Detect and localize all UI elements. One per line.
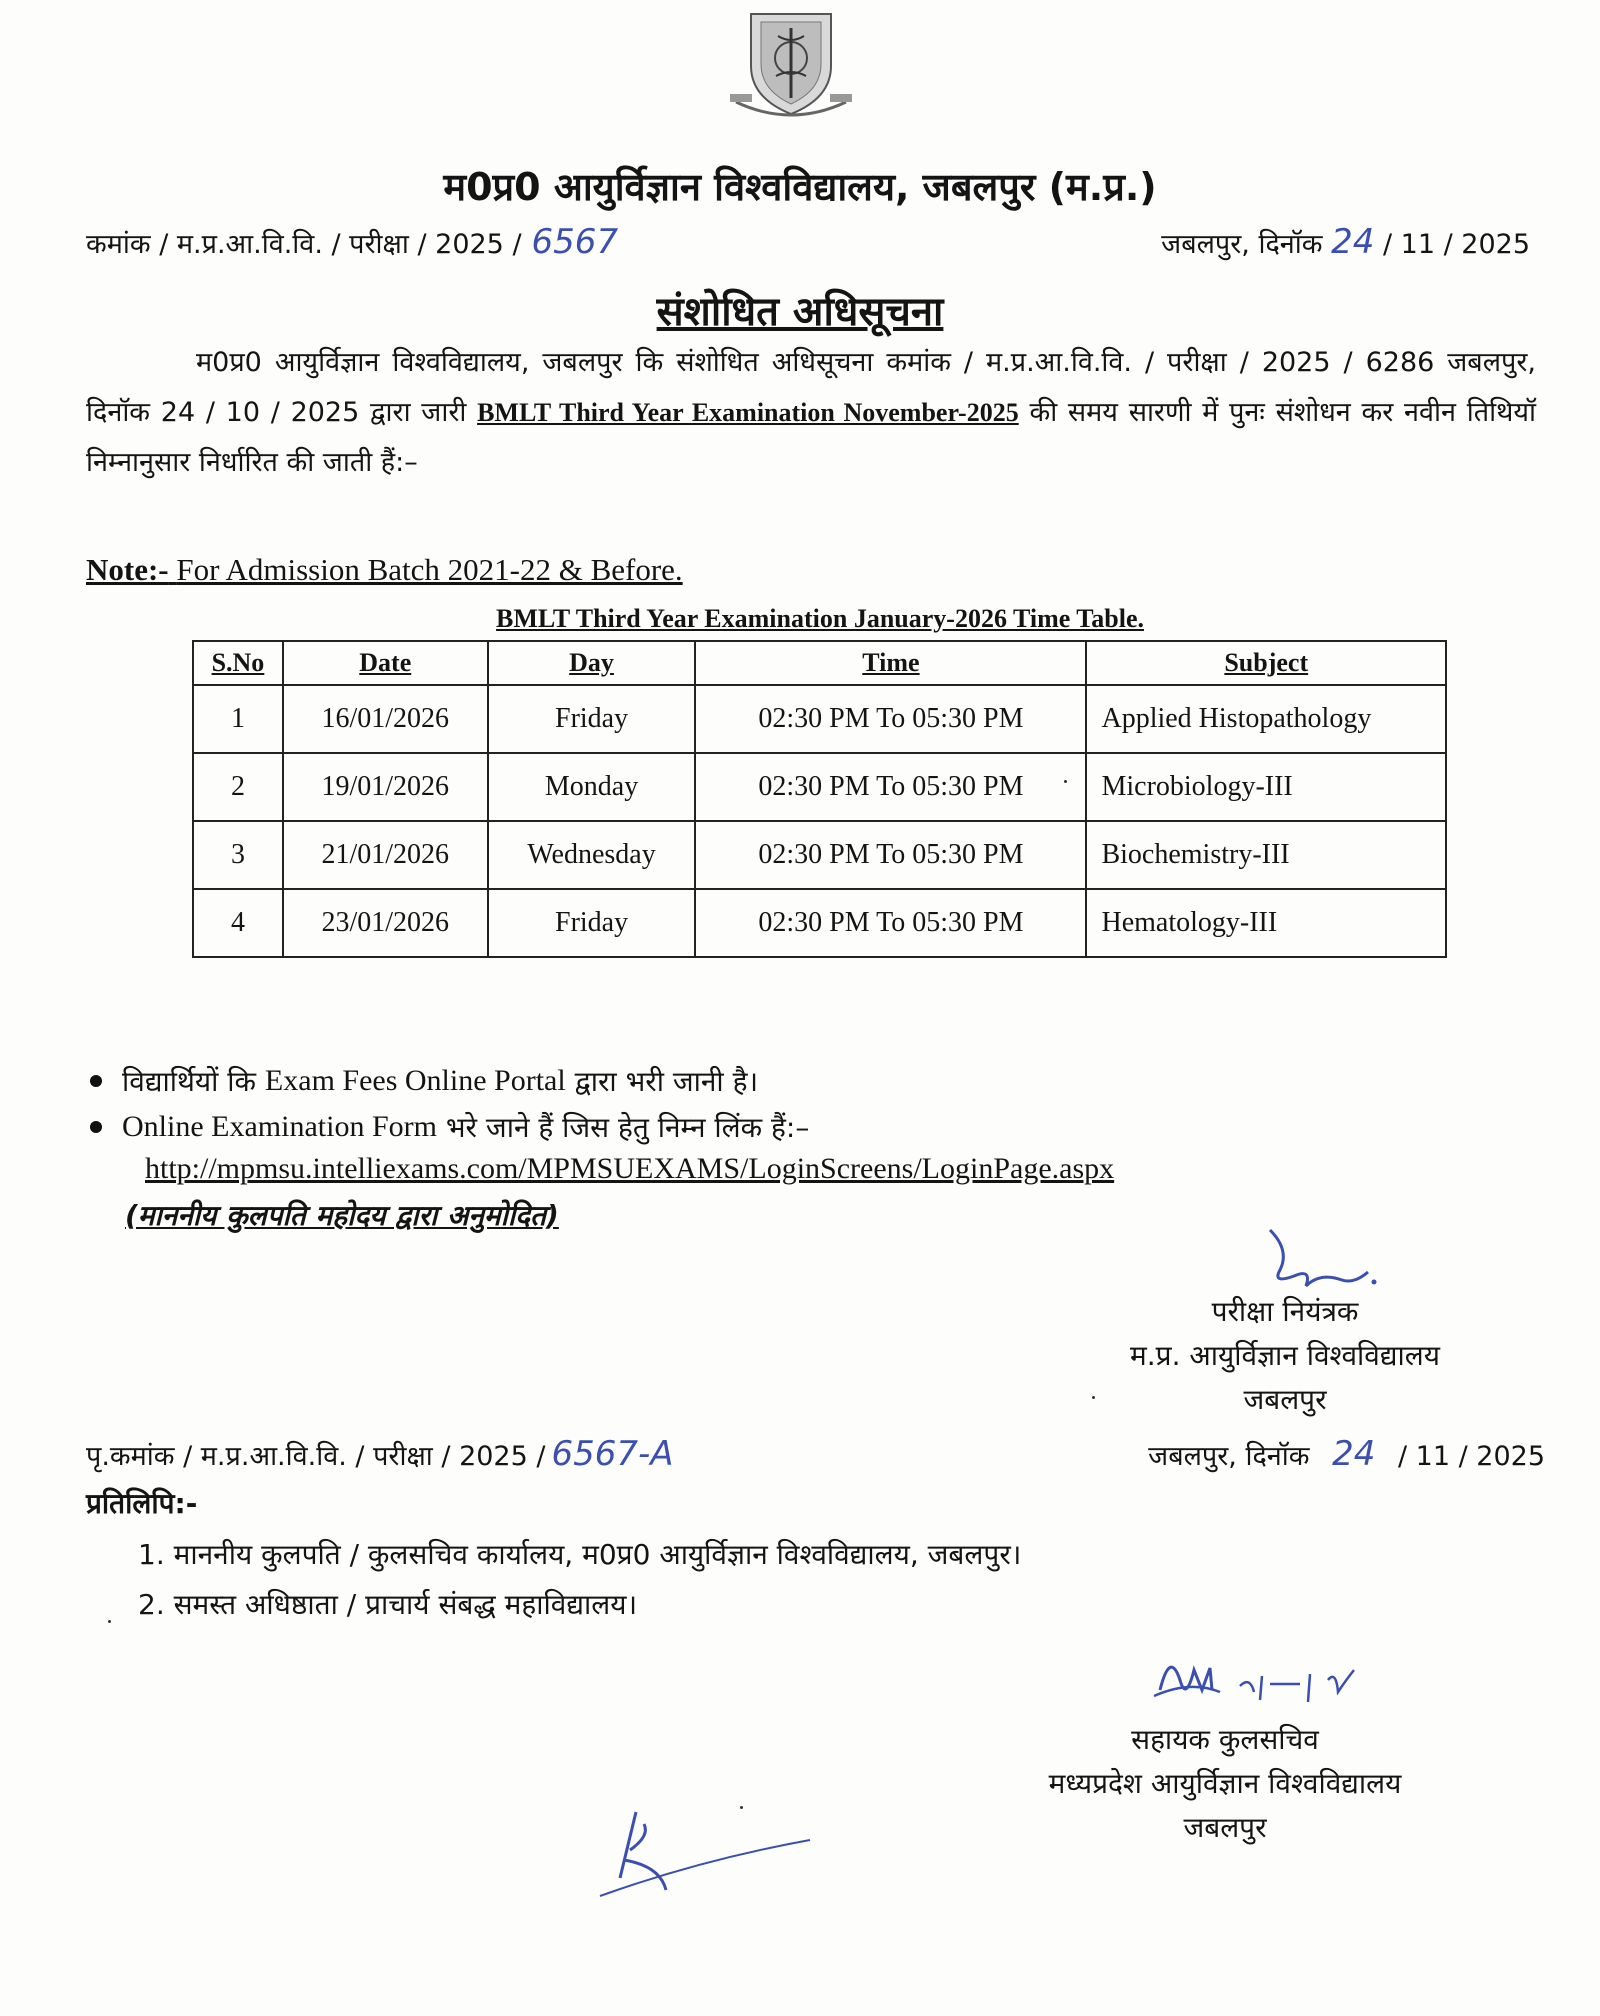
table-row: [193, 889, 1446, 957]
cell-subject: Microbiology-III: [1086, 753, 1446, 821]
registrar-designation: सहायक कुलसचिव: [1131, 1723, 1319, 1756]
reference-number-handwritten: 6567: [531, 222, 619, 262]
cell-sno: 3: [193, 821, 283, 889]
cell-time: 02:30 PM To 05:30 PM: [695, 753, 1086, 821]
registrar-city: जबलपुर: [1183, 1811, 1267, 1844]
note-label: Note:-: [86, 552, 169, 587]
copy-date: [1148, 1434, 1545, 1474]
date-day-handwritten: 24: [1331, 222, 1375, 262]
reference-number: [86, 222, 618, 262]
notice-heading: संशोधित अधिसूचना: [656, 289, 944, 335]
list-item: 1. माननीय कुलपति / कुलसचिव कार्यालय, म0प्र0 आयुर्विज्ञान विश्वविद्यालय, जबलपुर।: [138, 1538, 1022, 1571]
registrar-signature: [1150, 1640, 1380, 1730]
timetable: [192, 640, 1447, 958]
bullet1-text-b: द्वारा भरी जानी है।: [574, 1065, 759, 1098]
university-emblem: [716, 6, 866, 126]
exam-portal-link[interactable]: http://mpmsu.intelliexams.com/MPMSUEXAMS/LoginScreens/LoginPage.aspx: [145, 1152, 1115, 1185]
paragraph-exam-name: BMLT Third Year Examination November-2025: [477, 398, 1019, 427]
table-row: [193, 753, 1446, 821]
approval-note: (माननीय कुलपति महोदय द्वारा अनुमोदित): [125, 1199, 559, 1232]
header-time: Time: [695, 641, 1086, 685]
timetable-header-row: [193, 641, 1446, 685]
bullet1-text-a: विद्यार्थियों कि: [122, 1065, 257, 1098]
header-sno: S.No: [193, 641, 283, 685]
cell-sno: 2: [193, 753, 283, 821]
cell-subject: Applied Histopathology: [1086, 685, 1446, 753]
cell-date: 21/01/2026: [283, 821, 488, 889]
note-line: [86, 552, 683, 588]
paragraph-text-2: की समय सारणी में पुनः संशोधन कर नवीन तिथियॉ निम्नानुसार निर्धारित की जाती हैं:–: [86, 397, 1536, 478]
date-suffix: / 11 / 2025: [1382, 229, 1530, 260]
list-item: 2. समस्त अधिष्ठाता / प्राचार्य संबद्ध महाविद्यालय।: [138, 1588, 638, 1621]
controller-org: म.प्र. आयुर्विज्ञान विश्वविद्यालय: [1130, 1339, 1440, 1372]
cell-subject: Biochemistry-III: [1086, 821, 1446, 889]
issue-date: [1161, 222, 1530, 262]
controller-signature-block: [1070, 1290, 1500, 1422]
copy-label: प्रतिलिपि:-: [86, 1487, 198, 1520]
registrar-org: मध्यप्रदेश आयुर्विज्ञान विश्वविद्यालय: [1048, 1767, 1402, 1800]
date-prefix: जबलपुर, दिनॉक: [1161, 229, 1323, 260]
header-day: Day: [488, 641, 696, 685]
table-row: [193, 685, 1446, 753]
cell-day: Wednesday: [488, 821, 696, 889]
copy-ref-number-handwritten: 6567-A: [551, 1434, 674, 1474]
controller-signature: [1250, 1220, 1380, 1300]
cell-date: 16/01/2026: [283, 685, 488, 753]
bullet2-form: Online Examination Form: [122, 1110, 437, 1143]
cell-time: 02:30 PM To 05:30 PM: [695, 685, 1086, 753]
cell-day: Monday: [488, 753, 696, 821]
cell-time: 02:30 PM To 05:30 PM: [695, 889, 1086, 957]
cell-date: 19/01/2026: [283, 753, 488, 821]
cell-subject: Hematology-III: [1086, 889, 1446, 957]
cell-date: 23/01/2026: [283, 889, 488, 957]
header-date: Date: [283, 641, 488, 685]
cell-day: Friday: [488, 889, 696, 957]
cell-time: 02:30 PM To 05:30 PM: [695, 821, 1086, 889]
copy-reference-number: [86, 1434, 674, 1474]
university-title: म0प्र0 आयुर्विज्ञान विश्वविद्यालय, जबलपुर (म.प्र.): [443, 165, 1157, 209]
table-row: [193, 821, 1446, 889]
registrar-signature-block: [960, 1718, 1490, 1850]
reference-prefix: कमांक / म.प्र.आ.वि.वि. / परीक्षा / 2025 /: [86, 229, 522, 260]
bullet1-portal: Exam Fees Online Portal: [264, 1064, 566, 1097]
instruction-list: [86, 1058, 809, 1150]
bullet-icon: [90, 1075, 102, 1087]
paragraph-text-1: म0प्र0 आयुर्विज्ञान विश्वविद्यालय, जबलपुर कि संशोधित अधिसूचना कमांक / म.प्र.आ.वि.वि. / परीक्षा / 2025 / 6286 जबलपुर, दिनॉक 24 / 10 / 2025 द्वारा जारी: [86, 347, 1536, 428]
copy-ref-prefix: पृ.कमांक / म.प्र.आ.वि.वि. / परीक्षा / 2025 /: [86, 1441, 546, 1472]
list-item: [86, 1104, 809, 1150]
copy-date-prefix: जबलपुर, दिनॉक: [1148, 1441, 1310, 1472]
timetable-title: BMLT Third Year Examination January-2026 Time Table.: [496, 604, 1144, 633]
cell-day: Friday: [488, 685, 696, 753]
copy-date-suffix: / 11 / 2025: [1397, 1441, 1545, 1472]
cell-sno: 4: [193, 889, 283, 957]
notice-paragraph: [86, 338, 1536, 488]
copy-date-day-handwritten: 24: [1332, 1434, 1376, 1474]
header-subject: Subject: [1086, 641, 1446, 685]
controller-city: जबलपुर: [1243, 1383, 1327, 1416]
note-text: For Admission Batch 2021-22 & Before.: [176, 552, 683, 587]
controller-designation: परीक्षा नियंत्रक: [1211, 1295, 1359, 1328]
bullet-icon: [90, 1121, 102, 1133]
copy-list: [138, 1530, 1021, 1630]
cell-sno: 1: [193, 685, 283, 753]
initials-mark: [580, 1800, 820, 1910]
list-item: [86, 1058, 809, 1104]
bullet2-text: भरे जाने हैं जिस हेतु निम्न लिंक हैं:–: [445, 1111, 810, 1144]
